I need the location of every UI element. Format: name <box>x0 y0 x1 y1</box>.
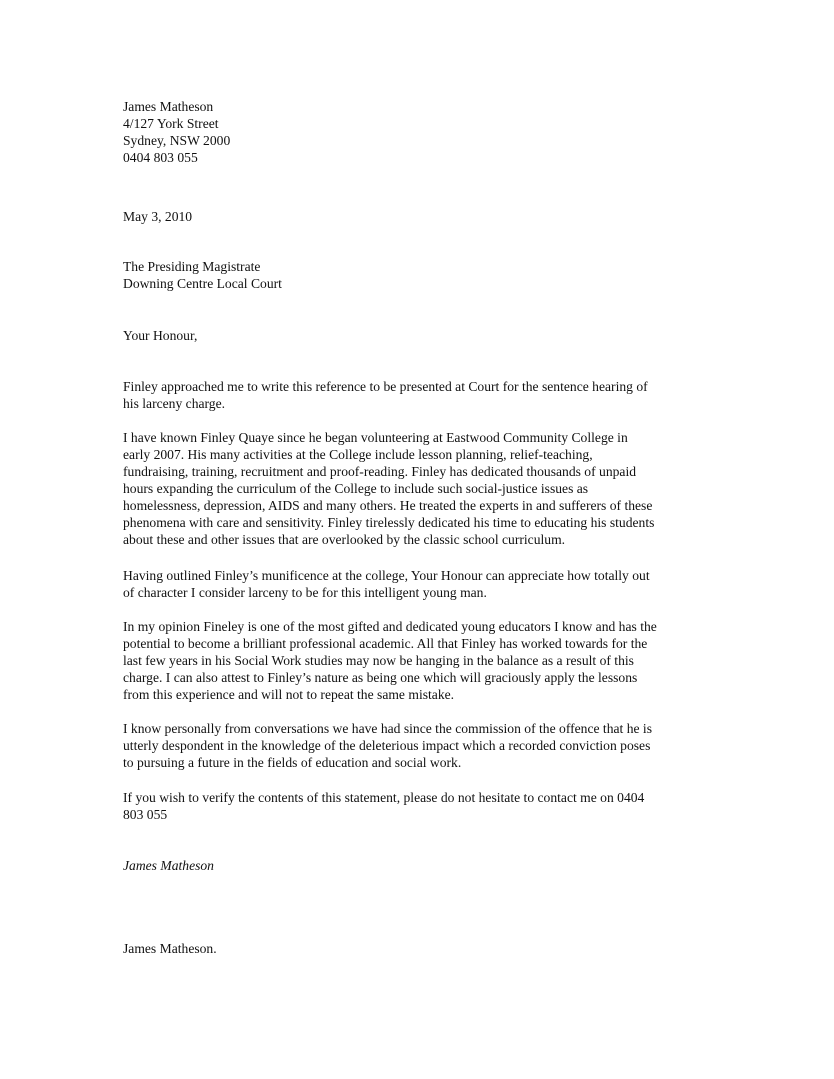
signature: James Matheson <box>123 858 214 873</box>
paragraph-line: early 2007. His many activities at the College include lesson planning, relief-teaching, <box>123 447 593 462</box>
paragraph-4 <box>123 618 723 703</box>
paragraph-line: hours expanding the curriculum of the College to include such social-justice issues as <box>123 481 589 496</box>
paragraph-line: In my opinion Fineley is one of the most gifted and dedicated young educators I know and has the <box>123 619 657 634</box>
paragraph-line: Having outlined Finley’s munificence at the college, Your Honour can appreciate how totally out <box>123 568 650 583</box>
paragraph-line: I have known Finley Quaye since he began volunteering at Eastwood Community College in <box>123 430 628 445</box>
paragraph-line: about these and other issues that are overlooked by the classic school curriculum. <box>123 532 566 547</box>
paragraph-line: phenomena with care and sensitivity. Finley tirelessly dedicated his time to educating his students <box>123 515 655 530</box>
paragraph-6 <box>123 789 723 823</box>
recipient-address <box>123 258 723 292</box>
paragraph-line: charge. I can also attest to Finley’s nature as being one which will graciously apply the lessons <box>123 670 638 685</box>
paragraph-line: from this experience and will not to repeat the same mistake. <box>123 687 455 702</box>
paragraph-line: to pursuing a future in the fields of education and social work. <box>123 755 462 770</box>
paragraph-line: 803 055 <box>123 807 168 822</box>
sender-phone: 0404 803 055 <box>123 150 198 165</box>
paragraph-line: utterly despondent in the knowledge of the deleterious impact which a recorded conviction poses <box>123 738 651 753</box>
letter-date: May 3, 2010 <box>123 209 193 224</box>
sender-name: James Matheson <box>123 99 214 114</box>
paragraph-line: If you wish to verify the contents of this statement, please do not hesitate to contact me on 0404 <box>123 790 645 805</box>
paragraph-line: I know personally from conversations we have had since the commission of the offence that he is <box>123 721 653 736</box>
sender-address <box>123 98 723 166</box>
sender-address-line1: 4/127 York Street <box>123 116 219 131</box>
paragraph-5 <box>123 720 723 771</box>
paragraph-line: last few years in his Social Work studies may now be hanging in the balance as a result of this <box>123 653 634 668</box>
sender-address-line2: Sydney, NSW 2000 <box>123 133 231 148</box>
paragraph-line: fundraising, training, recruitment and proof-reading. Finley has dedicated thousands of unpaid <box>123 464 637 479</box>
paragraph-line: his larceny charge. <box>123 396 226 411</box>
recipient-court: Downing Centre Local Court <box>123 276 282 291</box>
paragraph-line: of character I consider larceny to be for this intelligent young man. <box>123 585 487 600</box>
recipient-title: The Presiding Magistrate <box>123 259 261 274</box>
paragraph-1 <box>123 378 723 412</box>
paragraph-3 <box>123 567 723 601</box>
paragraph-line: potential to become a brilliant professional academic. All that Finley has worked towards for the <box>123 636 648 651</box>
closing-name: James Matheson. <box>123 941 217 956</box>
paragraph-line: Finley approached me to write this reference to be presented at Court for the sentence hearing of <box>123 379 648 394</box>
salutation: Your Honour, <box>123 328 198 343</box>
paragraph-line: homelessness, depression, AIDS and many others. He treated the experts in and sufferers of these <box>123 498 653 513</box>
paragraph-2 <box>123 429 723 548</box>
